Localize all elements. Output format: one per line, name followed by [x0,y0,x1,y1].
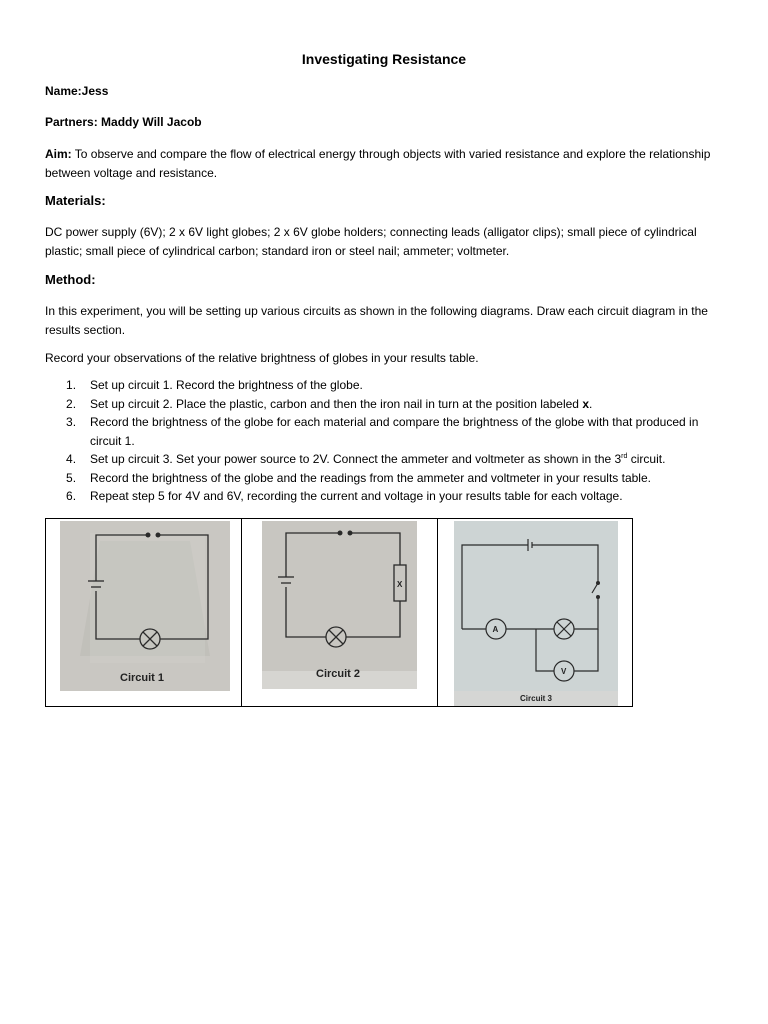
method-steps [45,376,723,506]
voltmeter-label: V [560,667,566,676]
circuit-3-cell [437,519,632,706]
materials-text: DC power supply (6V); 2 x 6V light globes; 2 x 6V globe holders; connecting leads (alligator clips); small piece of cylindrical plastic; small piece of cylindrical carbon; standard iron or steel nail; ammeter; voltmeter. [45,225,697,258]
partners-line: Partners: Maddy Will Jacob [45,115,202,129]
page-title: Investigating Resistance [301,51,467,67]
circuit-3-caption: Circuit 3 [519,694,552,703]
materials-heading: Materials: [45,193,106,208]
step-text-end: circuit. [627,452,666,466]
list-item [90,487,723,506]
aim-paragraph [45,145,723,182]
circuit-1-cell [46,519,241,706]
method-record: Record your observations of the relative brightness of globes in your results table. [45,351,479,365]
method-heading: Method: [45,272,96,287]
circuit-diagrams-table [45,518,633,707]
step-text: Set up circuit 3. Set your power source to 2V. Connect the ammeter and voltmeter as shown in the 3 [90,452,622,466]
step-text: Record the brightness of the globe for each material and compare the brightness of the globe with that produced in circuit 1. [90,415,699,448]
ammeter-label: A [492,625,498,634]
list-item [90,469,723,488]
method-intro: In this experiment, you will be setting up various circuits as shown in the following diagrams. Draw each circuit diagram in the results section. [45,304,708,337]
list-item [90,450,723,469]
circuit-1-photo [60,521,230,691]
aim-label: Aim: [45,147,72,161]
circuit-2-x-label: X [397,580,403,589]
name-line: Name:Jess [45,84,109,98]
step-text-end: . [589,396,593,411]
circuit-3-photo [454,521,618,706]
ordinal-suffix: rd [621,453,628,460]
list-item [90,395,723,414]
list-item [90,413,723,450]
step-text: Repeat step 5 for 4V and 6V, recording the current and voltage in your results table for each voltage. [90,489,623,503]
step-text: Set up circuit 2. Place the plastic, carbon and then the iron nail in turn at the position labeled [90,396,583,411]
circuit-2-photo [262,521,417,689]
circuit-2-caption: Circuit 2 [316,668,361,680]
list-item [90,376,723,395]
aim-text: To observe and compare the flow of electrical energy through objects with varied resistance and explore the relationship between voltage and resistance. [45,147,711,180]
step-text: Record the brightness of the globe and the readings from the ammeter and voltmeter in your results table. [90,470,651,485]
step-text: Set up circuit 1. Record the brightness of the globe. [90,378,363,392]
step-x-label: x [582,396,589,411]
circuit-1-caption: Circuit 1 [120,672,165,684]
circuit-2-cell [241,519,436,706]
